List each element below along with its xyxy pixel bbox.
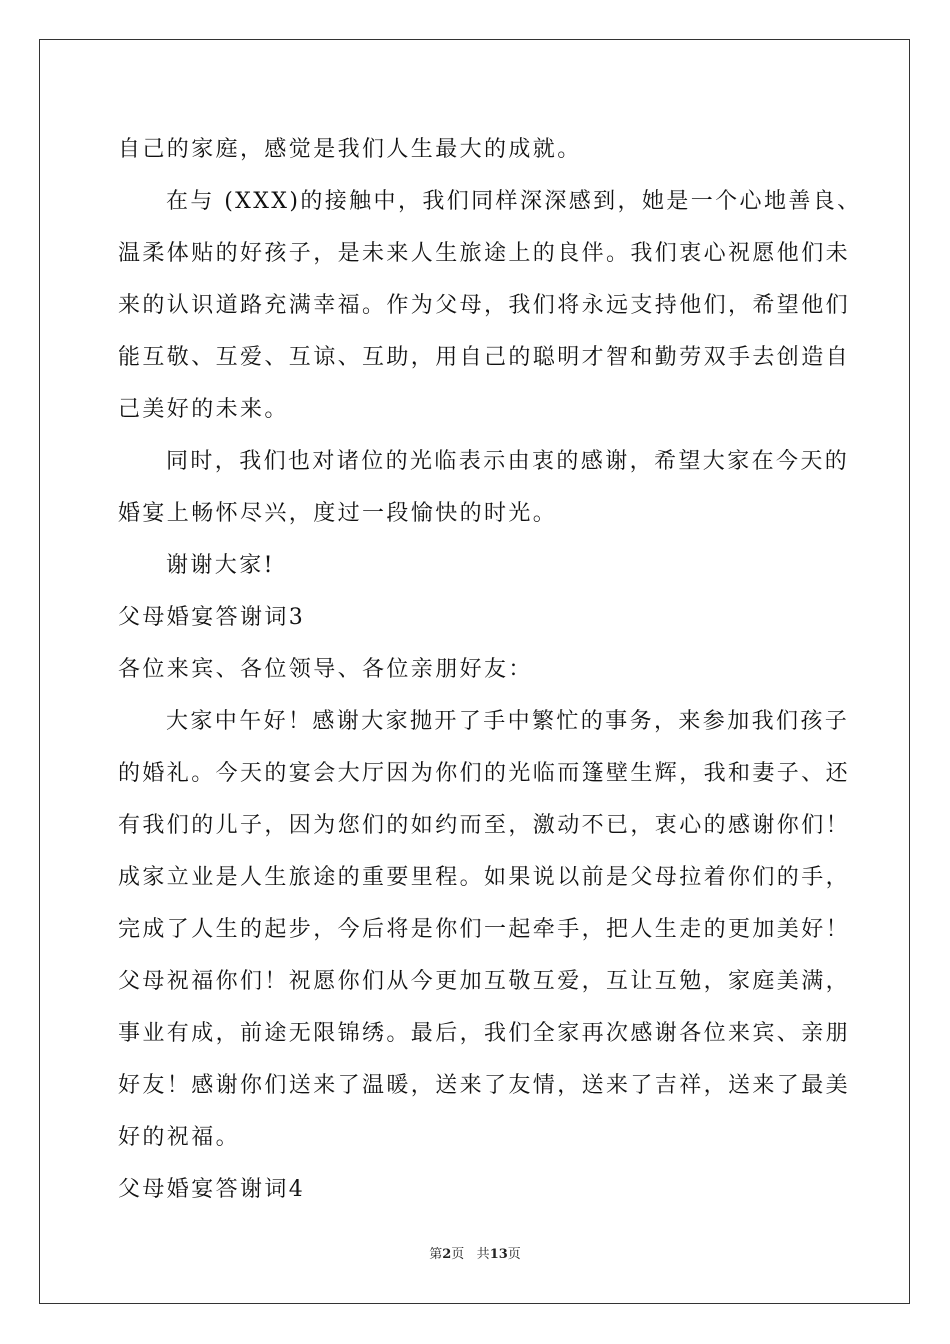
text-line: 能互敬、互爱、互谅、互助，用自己的聪明才智和勤劳双手去创造自 (118, 345, 851, 370)
salutation: 各位来宾、各位领导、各位亲朋好友： (118, 657, 533, 682)
text-line: 成家立业是人生旅途的重要里程。如果说以前是父母拉着你们的手， (118, 865, 851, 890)
footer-page-suffix: 页 (451, 1247, 465, 1262)
total-page-count: 13 (489, 1247, 508, 1262)
text-line: 好的祝福。 (118, 1125, 241, 1150)
paragraph-start: 在与 (XXX)的接触中，我们同样深深感到，她是一个心地善良、 (166, 189, 862, 214)
paragraph-start: 同时，我们也对诸位的光临表示由衷的感谢，希望大家在今天的 (166, 449, 850, 474)
text-line: 有我们的儿子，因为您们的如约而至，激动不已，衷心的感谢你们！ (118, 813, 851, 838)
closing-line: 谢谢大家! (166, 553, 275, 578)
section-heading: 父母婚宴答谢词4 (118, 1177, 306, 1202)
current-page-number: 2 (442, 1247, 452, 1262)
document-body (118, 128, 862, 1220)
page-footer (0, 1245, 950, 1265)
text-line: 的婚礼。今天的宴会大厅因为你们的光临而篷壁生辉，我和妻子、还 (118, 761, 851, 786)
text-line: 来的认识道路充满幸福。作为父母，我们将永远支持他们，希望他们 (118, 293, 851, 318)
text-line: 完成了人生的起步，今后将是你们一起牵手，把人生走的更加美好！ (118, 917, 851, 942)
text-line: 婚宴上畅怀尽兴，度过一段愉快的时光。 (118, 501, 558, 526)
section-heading: 父母婚宴答谢词3 (118, 605, 306, 630)
text-line: 温柔体贴的好孩子，是未来人生旅途上的良伴。我们衷心祝愿他们未 (118, 241, 851, 266)
text-line: 己美好的未来。 (118, 397, 289, 422)
text-line: 自己的家庭，感觉是我们人生最大的成就。 (118, 137, 582, 162)
text-line: 事业有成，前途无限锦绣。最后，我们全家再次感谢各位来宾、亲朋 (118, 1021, 851, 1046)
footer-total-prefix: 共 (476, 1247, 490, 1262)
text-line: 父母祝福你们！祝愿你们从今更加互敬互爱，互让互勉，家庭美满， (118, 969, 851, 994)
paragraph-start: 大家中午好！感谢大家抛开了手中繁忙的事务，来参加我们孩子 (166, 709, 850, 734)
footer-total-suffix: 页 (507, 1247, 521, 1262)
text-line: 好友！感谢你们送来了温暖，送来了友情，送来了吉祥，送来了最美 (118, 1073, 851, 1098)
footer-prefix: 第 (429, 1247, 443, 1262)
